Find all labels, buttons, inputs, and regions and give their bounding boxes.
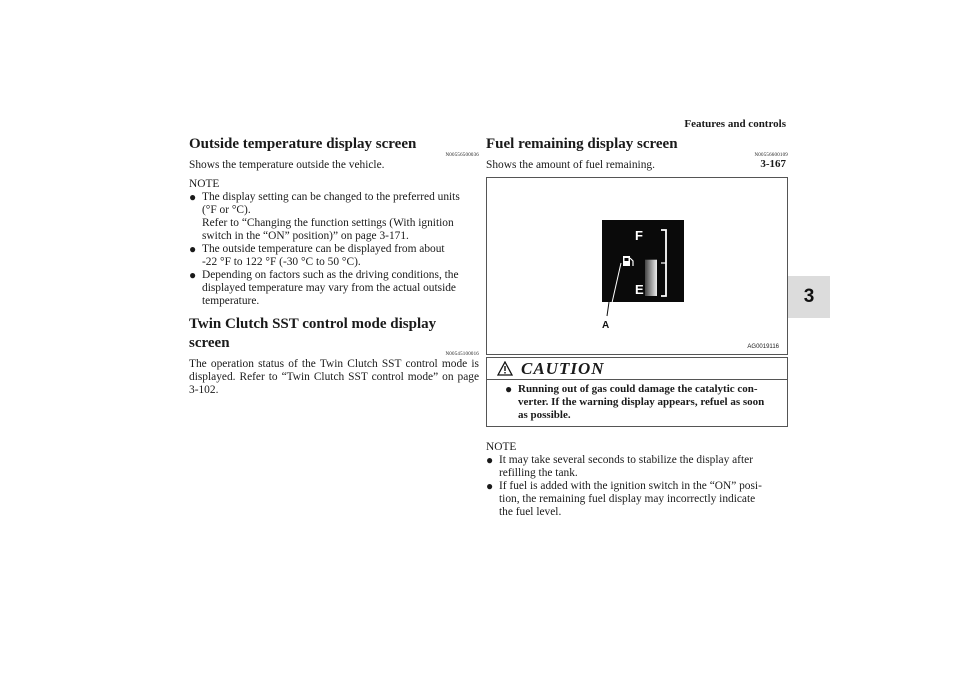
caution-title: CAUTION bbox=[521, 358, 605, 378]
note-label: NOTE bbox=[189, 178, 220, 190]
note-item bbox=[189, 268, 479, 308]
caution-item bbox=[505, 382, 777, 422]
chapter-tab: 3 bbox=[788, 276, 830, 318]
note-item bbox=[486, 479, 788, 519]
note-line: Refer to “Changing the function settings (With ignition bbox=[202, 217, 454, 229]
section-intro: Shows the amount of fuel remaining. bbox=[486, 159, 655, 171]
figure-code: AG0019116 bbox=[747, 344, 779, 350]
page-number: 3-167 bbox=[760, 158, 786, 170]
note-line: It may take several seconds to stabilize the display after bbox=[499, 454, 753, 466]
fuel-display-figure bbox=[486, 177, 788, 355]
caution-box bbox=[486, 357, 788, 427]
section-code: N00545100016 bbox=[445, 352, 479, 357]
note-line: The outside temperature can be displayed from about bbox=[202, 243, 445, 255]
caution-line: verter. If the warning display appears, refuel as soon bbox=[518, 396, 765, 408]
bullet-icon: ● bbox=[189, 242, 197, 256]
caution-line: Running out of gas could damage the catalytic con- bbox=[518, 383, 758, 395]
note-item bbox=[189, 190, 479, 243]
section-code: N00556500036 bbox=[445, 153, 479, 158]
note-label: NOTE bbox=[486, 441, 517, 453]
section-body: The operation status of the Twin Clutch SST control mode is displayed. Refer to “Twin Clutch SST control mode” on page 3-102. bbox=[189, 358, 479, 396]
note-line: the fuel level. bbox=[499, 506, 562, 518]
note-line: refilling the tank. bbox=[499, 467, 578, 479]
section-intro: Shows the temperature outside the vehicle. bbox=[189, 159, 385, 171]
note-line: displayed temperature may vary from the actual outside bbox=[202, 282, 456, 294]
note-line: The display setting can be changed to the preferred units bbox=[202, 191, 460, 203]
caution-header bbox=[487, 358, 787, 380]
caution-line: as possible. bbox=[518, 409, 571, 421]
bullet-icon: ● bbox=[189, 190, 197, 204]
fuel-gauge-illustration bbox=[487, 178, 789, 356]
note-line: -22 °F to 122 °F (-30 °C to 50 °C). bbox=[202, 256, 361, 268]
note-line: tion, the remaining fuel display may incorrectly indicate bbox=[499, 493, 756, 505]
section-title-outside-temperature: Outside temperature display screen bbox=[189, 136, 417, 152]
note-line: (°F or °C). bbox=[202, 204, 251, 216]
section-title-twin-clutch: Twin Clutch SST control mode display screen bbox=[189, 316, 437, 351]
note-line: If fuel is added with the ignition switch in the “ON” posi- bbox=[499, 480, 762, 492]
section-code: N00556600109 bbox=[754, 153, 788, 158]
bullet-icon: ● bbox=[486, 479, 494, 493]
full-label: F bbox=[635, 228, 643, 243]
warning-triangle-icon bbox=[497, 361, 513, 377]
note-line: switch in the “ON” position)” on page 3-171. bbox=[202, 230, 409, 242]
bullet-icon: ● bbox=[189, 268, 197, 282]
note-item bbox=[189, 242, 479, 269]
bullet-icon: ● bbox=[486, 453, 494, 467]
note-line: Depending on factors such as the driving conditions, the bbox=[202, 269, 459, 281]
callout-label: A bbox=[602, 320, 610, 331]
note-item bbox=[486, 453, 788, 480]
note-list bbox=[486, 453, 788, 519]
fuel-level-bar bbox=[645, 260, 657, 296]
caution-list bbox=[500, 380, 787, 426]
section-title-fuel-remaining: Fuel remaining display screen bbox=[486, 136, 678, 152]
bullet-icon: ● bbox=[505, 382, 513, 396]
callout-line-ext bbox=[607, 302, 609, 316]
left-column bbox=[189, 135, 479, 397]
running-head: Features and controls bbox=[684, 118, 786, 130]
note-list bbox=[189, 190, 479, 308]
empty-label: E bbox=[635, 282, 644, 297]
note-line: temperature. bbox=[202, 295, 260, 307]
right-column bbox=[486, 135, 788, 519]
